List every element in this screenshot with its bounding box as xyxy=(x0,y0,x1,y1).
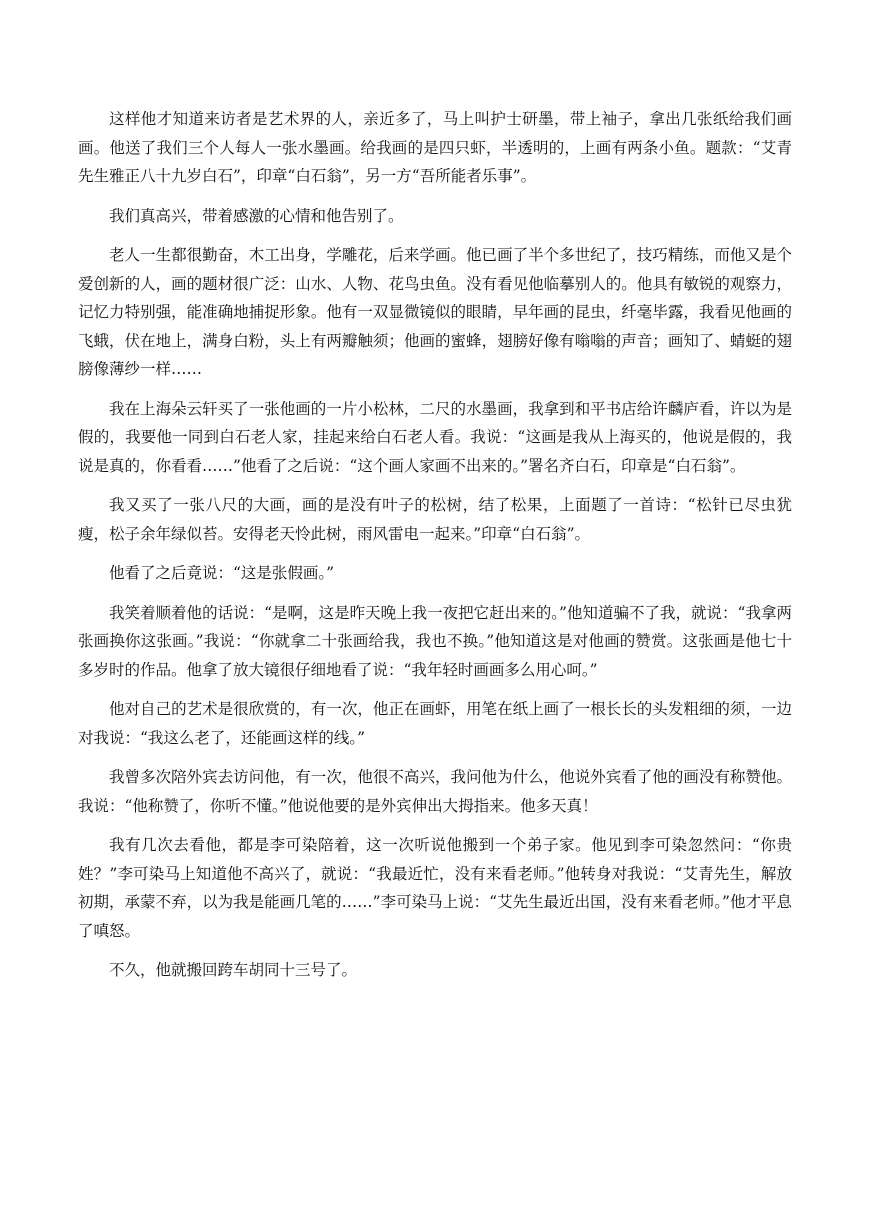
paragraph: 我有几次去看他，都是李可染陪着，这一次听说他搬到一个弟子家。他见到李可染忽然问：“你贵姓？”李可染马上知道他不高兴了，就说：“我最近忙，没有来看老师。”他转身对我说：“艾青先生，解放初期，承蒙不弃，以为我是能画几笔的……”李可染马上说：“艾先生最近出国，没有来看老师。”他才平息了嗔怒。 xyxy=(78,836,792,940)
paragraph: 不久，他就搬回跨车胡同十三号了。 xyxy=(109,961,358,979)
paragraph: 我又买了一张八尺的大画，画的是没有叶子的松树，结了松果，上面题了一首诗：“松针已尽虫犹瘦，松子余年绿似苔。安得老天怜此树，雨风雷电一起来。”印章“白石翁”。 xyxy=(78,496,792,543)
paragraph: 这样他才知道来访者是艺术界的人，亲近多了，马上叫护士研墨，带上袖子，拿出几张纸给我们画画。他送了我们三个人每人一张水墨画。给我画的是四只虾，半透明的，上画有两条小鱼。题款：“艾青先生雅正八十九岁白石”，印章“白石翁”，另一方“吾所能者乐事”。 xyxy=(78,110,792,185)
paragraph: 我曾多次陪外宾去访问他，有一次，他很不高兴，我问他为什么，他说外宾看了他的画没有称赞他。我说：“他称赞了，你听不懂。”他说他要的是外宾伸出大拇指来。他多天真！ xyxy=(78,768,792,815)
paragraph: 我在上海朵云轩买了一张他画的一片小松林，二尺的水墨画，我拿到和平书店给许麟庐看，许以为是假的，我要他一同到白石老人家，挂起来给白石老人看。我说：“这画是我从上海买的，他说是假的，我说是真的，你看看……”他看了之后说：“这个画人家画不出来的。”署名齐白石，印章是“白石翁”。 xyxy=(78,399,792,475)
paragraph: 老人一生都很勤奋，木工出身，学雕花，后来学画。他已画了半个多世纪了，技巧精练，而他又是个爱创新的人，画的题材很广泛：山水、人物、花鸟虫鱼。没有看见他临摹别人的。他具有敏锐的观察力，记忆力特别强，能准确地捕捉形象。他有一双显微镜似的眼睛，早年画的昆虫，纤毫毕露，我看见他画的飞蛾，伏在地上，满身白粉，头上有两瓣触须；他画的蜜蜂，翅膀好像有嗡嗡的声音；画知了、蜻蜓的翅膀像薄纱一样…… xyxy=(78,246,792,378)
paragraph: 我们真高兴，带着感激的心情和他告别了。 xyxy=(109,206,404,225)
paragraph: 我笑着顺着他的话说：“是啊，这是昨天晚上我一夜把它赶出来的。”他知道骗不了我，就说：“我拿两张画换你这张画。”我说：“你就拿二十张画给我，我也不换。”他知道这是对他画的赞赏。这张画是他七十多岁时的作品。他拿了放大镜很仔细地看了说：“我年轻时画画多么用心呵。” xyxy=(78,603,792,679)
document-body xyxy=(78,105,792,996)
paragraph: 他看了之后竟说：“这是张假画。” xyxy=(109,564,335,582)
paragraph: 他对自己的艺术是很欣赏的，有一次，他正在画虾，用笔在纸上画了一根长长的头发粗细的须，一边对我说：“我这么老了，还能画这样的线。” xyxy=(78,700,792,747)
